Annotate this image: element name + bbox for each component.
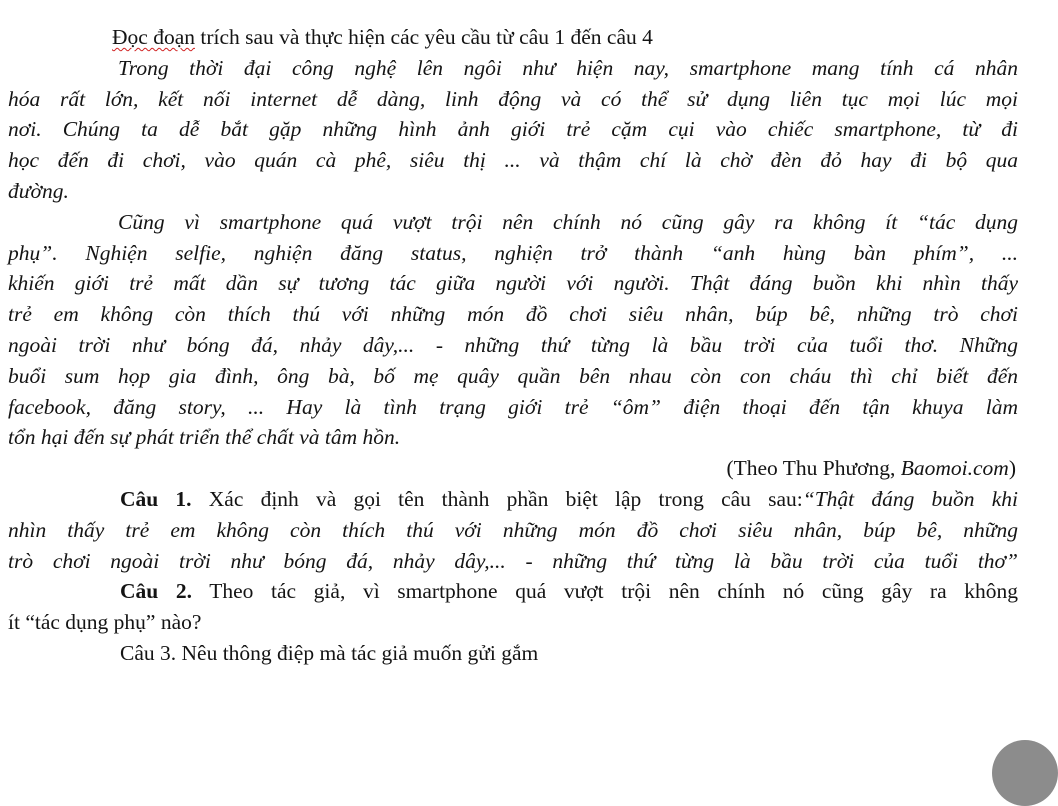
page-corner-shadow — [992, 740, 1058, 806]
question-2-line — [8, 576, 1018, 607]
instruction-heading — [8, 22, 1018, 53]
instruction-heading-text: trích sau và thực hiện các yêu cầu từ câu 1 đến câu 4 — [195, 25, 653, 49]
question-1 — [8, 484, 1018, 576]
passage-line: facebook, đăng story, ... Hay là tình trạng giới trẻ “ôm” điện thoại đến tận khuya làm — [8, 394, 1018, 419]
passage-line: nơi. Chúng ta dễ bắt gặp những hình ảnh giới trẻ cặm cụi vào chiếc smartphone, từ đi — [8, 117, 1018, 142]
question-1-quote-line: trò chơi ngoài trời như bóng đá, nhảy dây,... - những thứ từng là bầu trời của tuổi thơ” — [8, 548, 1018, 573]
passage-line: khiến giới trẻ mất dần sự tương tác giữa người với người. Thật đáng buồn khi nhìn thấy — [8, 271, 1018, 296]
question-1-quote-line: nhìn thấy trẻ em không còn thích thú với những món đồ chơi siêu nhân, búp bê, những — [8, 517, 1018, 542]
passage-line: buổi sum họp gia đình, ông bà, bố mẹ quây quần bên nhau còn con cháu thì chỉ biết đến — [8, 363, 1018, 388]
passage-paragraph-1 — [8, 53, 1018, 207]
source-citation: (Theo Thu Phương, Baomoi.com) — [726, 456, 1016, 481]
source-site: Baomoi.com — [900, 456, 1009, 481]
question-2-text: Theo tác giả, vì smartphone quá vượt trội nên chính nó cũng gây ra không — [191, 579, 1019, 604]
passage-line: đường. — [8, 178, 69, 203]
passage-paragraph-2 — [8, 207, 1018, 453]
passage-line: học đến đi chơi, vào quán cà phê, siêu thị ... và thậm chí là chờ đèn đỏ hay đi bộ qua — [8, 148, 1018, 173]
passage-line: trẻ em không còn thích thú với những món đồ chơi siêu nhân, búp bê, những trò chơi — [8, 302, 1018, 327]
passage-line: Cũng vì smartphone quá vượt trội nên chính nó cũng gây ra không ít “tác dụng — [118, 209, 1018, 234]
question-2-line: ít “tác dụng phụ” nào? — [8, 610, 202, 635]
question-3-cut-off: Câu 3. Nêu thông điệp mà tác giả muốn gửi gắm — [120, 640, 539, 665]
passage-line: ngoài trời như bóng đá, nhảy dây,... - những thứ từng là bầu trời của tuổi thơ. Những — [8, 332, 1018, 357]
passage-line: Trong thời đại công nghệ lên ngôi như hiện nay, smartphone mang tính cá nhân — [118, 55, 1018, 80]
passage-line: phụ”. Nghiện selfie, nghiện đăng status, nghiện trở thành “anh hùng bàn phím”, ... — [8, 240, 1018, 265]
question-1-prompt: Xác định và gọi tên thành phần biệt lập trong câu sau: — [191, 486, 803, 511]
question-1-quote: “Thật đáng buồn khi — [802, 486, 1019, 511]
spellcheck-underlined-text: Đọc đoạn — [112, 25, 195, 49]
passage-line: tổn hại đến sự phát triển thể chất và tâm hồn. — [8, 425, 401, 450]
question-1-line — [8, 484, 1018, 515]
question-1-label: Câu 1. — [120, 486, 192, 511]
question-2 — [8, 576, 1018, 638]
passage-line: hóa rất lớn, kết nối internet dễ dàng, linh động và có thể sử dụng liên tục mọi lúc mọi — [8, 86, 1018, 111]
question-2-label: Câu 2. — [120, 579, 192, 604]
